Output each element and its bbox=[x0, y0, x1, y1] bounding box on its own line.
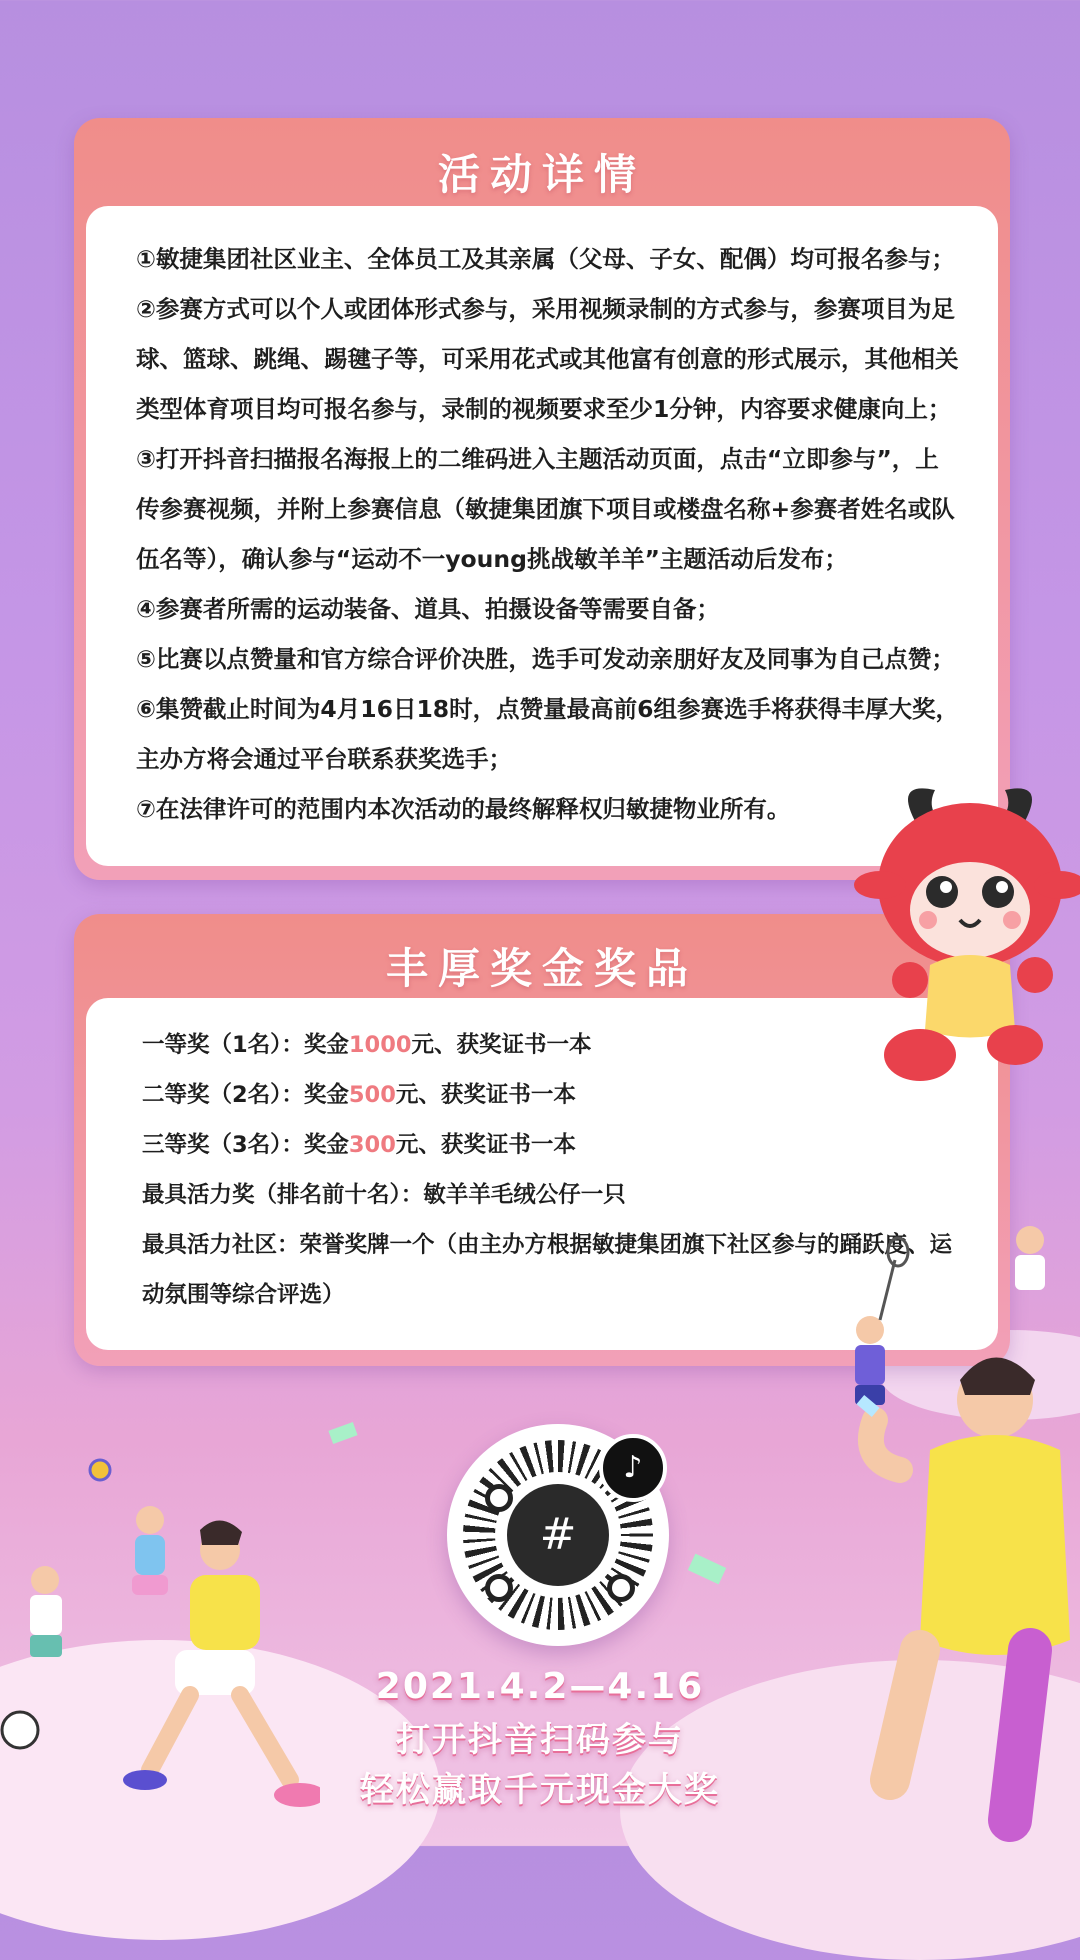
detail-item: ⑤比赛以点赞量和官方综合评价决胜，选手可发动亲朋好友及同事为自己点赞； bbox=[136, 645, 955, 673]
detail-item: ⑦在法律许可的范围内本次活动的最终解释权归敏捷物业所有。 bbox=[136, 795, 791, 823]
prize-second-prefix: 二等奖（2名）：奖金 bbox=[142, 1082, 349, 1108]
confetti-decoration bbox=[328, 1422, 357, 1444]
qr-anchor-dot bbox=[485, 1574, 513, 1602]
prize-first-suffix: 元、获奖证书一本 bbox=[411, 1032, 592, 1058]
prize-third-suffix: 元、获奖证书一本 bbox=[395, 1132, 576, 1158]
prize-community: 最具活力社区：荣誉奖牌一个（由主办方根据敏捷集团旗下社区参与的踊跃度、运动氛围等综合评选） bbox=[142, 1232, 953, 1308]
douyin-qr-code[interactable] bbox=[447, 1424, 669, 1646]
qr-anchor-dot bbox=[607, 1574, 635, 1602]
confetti-decoration bbox=[688, 1554, 726, 1585]
detail-item: ④参赛者所需的运动装备、道具、拍摄设备等需要自备； bbox=[136, 595, 720, 623]
event-dates: 2021.4.2—4.16 bbox=[375, 1666, 705, 1707]
footer-line-2: 轻松赢取千元现金大奖 bbox=[360, 1770, 720, 1810]
activity-details-list bbox=[86, 206, 998, 834]
prize-second-suffix: 元、获奖证书一本 bbox=[395, 1082, 576, 1108]
prize-vitality: 最具活力奖（排名前十名）：敏羊羊毛绒公仔一只 bbox=[142, 1182, 626, 1208]
footer-line-1: 打开抖音扫码参与 bbox=[396, 1720, 684, 1760]
hashtag-icon: # bbox=[507, 1484, 609, 1586]
detail-item: ③打开抖音扫描报名海报上的二维码进入主题活动页面，点击“立即参与”，上传参赛视频，并附上参赛信息（敏捷集团旗下项目或楼盘名称+参赛者姓名或队伍名等），确认参与“运动不一young挑战敏羊羊”主题活动后发布； bbox=[136, 445, 955, 573]
activity-details-body bbox=[86, 206, 998, 866]
detail-item: ②参赛方式可以个人或团体形式参与，采用视频录制的方式参与，参赛项目为足球、篮球、跳绳、踢毽子等，可采用花式或其他富有创意的形式展示，其他相关类型体育项目均可报名参与，录制的视频要求至少1分钟，内容要求健康向上； bbox=[136, 295, 959, 423]
qr-anchor-dot bbox=[485, 1484, 513, 1512]
detail-item: ①敏捷集团社区业主、全体员工及其亲属（父母、子女、配偶）均可报名参与； bbox=[136, 245, 955, 273]
prizes-title: 丰厚奖金奖品 bbox=[385, 944, 698, 993]
prize-first-prefix: 一等奖（1名）：奖金 bbox=[142, 1032, 349, 1058]
goat-mascot-illustration bbox=[850, 770, 1080, 1100]
prize-second bbox=[142, 1070, 960, 1120]
tiktok-logo-icon: ♪ bbox=[599, 1434, 667, 1502]
prize-first bbox=[142, 1020, 960, 1070]
activity-details-card bbox=[74, 118, 1010, 880]
activity-details-title: 活动详情 bbox=[437, 150, 646, 199]
prize-third bbox=[142, 1120, 960, 1170]
prize-third-prefix: 三等奖（3名）：奖金 bbox=[142, 1132, 349, 1158]
prize-first-amount: 1000 bbox=[348, 1032, 412, 1058]
prize-third-amount: 300 bbox=[348, 1132, 396, 1158]
detail-item: ⑥集赞截止时间为4月16日18时，点赞量最高前6组参赛选手将获得丰厚大奖，主办方将会通过平台联系获奖选手； bbox=[136, 695, 960, 773]
prize-second-amount: 500 bbox=[348, 1082, 396, 1108]
